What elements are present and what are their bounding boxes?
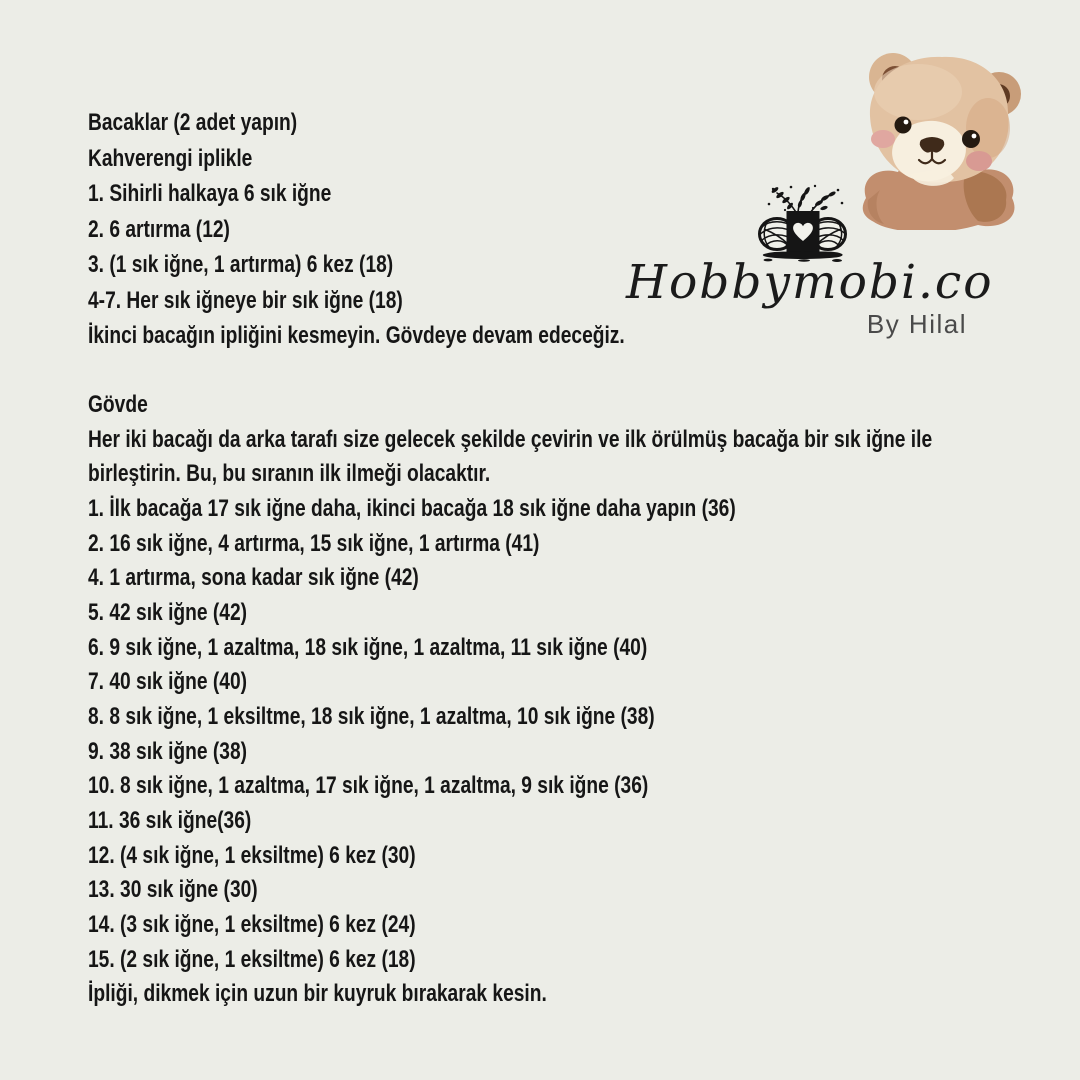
pattern-text-line: 11. 36 sık iğne(36) (88, 806, 252, 834)
pattern-text-line: Her iki bacağı da arka tarafı size gelecek şekilde çevirin ve ilk örülmüş bacağa bir sık iğne ile (88, 425, 933, 453)
pattern-text-line: 15. (2 sık iğne, 1 eksiltme) 6 kez (18) (88, 945, 416, 973)
brand-name: Hobbymobi.co (626, 255, 994, 310)
pattern-text-line: 2. 16 sık iğne, 4 artırma, 15 sık iğne, 1 artırma (41) (88, 529, 540, 557)
pattern-text-line: 9. 38 sık iğne (38) (88, 737, 248, 765)
pattern-text-line: Kahverengi iplikle (88, 144, 253, 172)
pattern-text-line: 5. 42 sık iğne (42) (88, 598, 248, 626)
pattern-text-line: İkinci bacağın ipliğini kesmeyin. Gövdeye devam edeceğiz. (88, 322, 625, 349)
teddy-bear-illustration (850, 40, 1030, 230)
yarn-balls-heart-logo-icon (757, 184, 849, 264)
pattern-text-line: 8. 8 sık iğne, 1 eksiltme, 18 sık iğne, 1 azaltma, 10 sık iğne (38) (88, 702, 655, 730)
pattern-text-line: 6. 9 sık iğne, 1 azaltma, 18 sık iğne, 1 azaltma, 11 sık iğne (40) (88, 633, 648, 661)
pattern-text-line: Bacaklar (2 adet yapın) (88, 109, 298, 136)
pattern-text-line: 2. 6 artırma (12) (88, 215, 230, 243)
pattern-text-line: 3. (1 sık iğne, 1 artırma) 6 kez (18) (88, 251, 394, 278)
pattern-text-line: 7. 40 sık iğne (40) (88, 668, 248, 696)
pattern-text-line: 10. 8 sık iğne, 1 azaltma, 17 sık iğne, 1 azaltma, 9 sık iğne (36) (88, 772, 649, 800)
pattern-text-line: 13. 30 sık iğne (30) (88, 876, 258, 904)
pattern-text-line: İpliği, dikmek için uzun bir kuyruk bırakarak kesin. (88, 980, 547, 1008)
pattern-text-line: 4. 1 artırma, sona kadar sık iğne (42) (88, 564, 419, 592)
pattern-text-line: 12. (4 sık iğne, 1 eksiltme) 6 kez (30) (88, 841, 416, 869)
pattern-text-line: 14. (3 sık iğne, 1 eksiltme) 6 kez (24) (88, 910, 416, 938)
pattern-text-line: 4-7. Her sık iğneye bir sık iğne (18) (88, 286, 403, 314)
pattern-text-line: birleştirin. Bu, bu sıranın ilk ilmeği olacaktır. (88, 460, 491, 488)
pattern-text-line: 1. Sihirli halkaya 6 sık iğne (88, 180, 332, 207)
section-govde (88, 388, 932, 1012)
section-bacaklar (88, 105, 625, 354)
pattern-text-line: 1. İlk bacağa 17 sık iğne daha, ikinci bacağa 18 sık iğne daha yapın (36) (88, 494, 736, 522)
pattern-text-line: Gövde (88, 391, 148, 418)
brand-byline: By Hilal (866, 309, 967, 339)
